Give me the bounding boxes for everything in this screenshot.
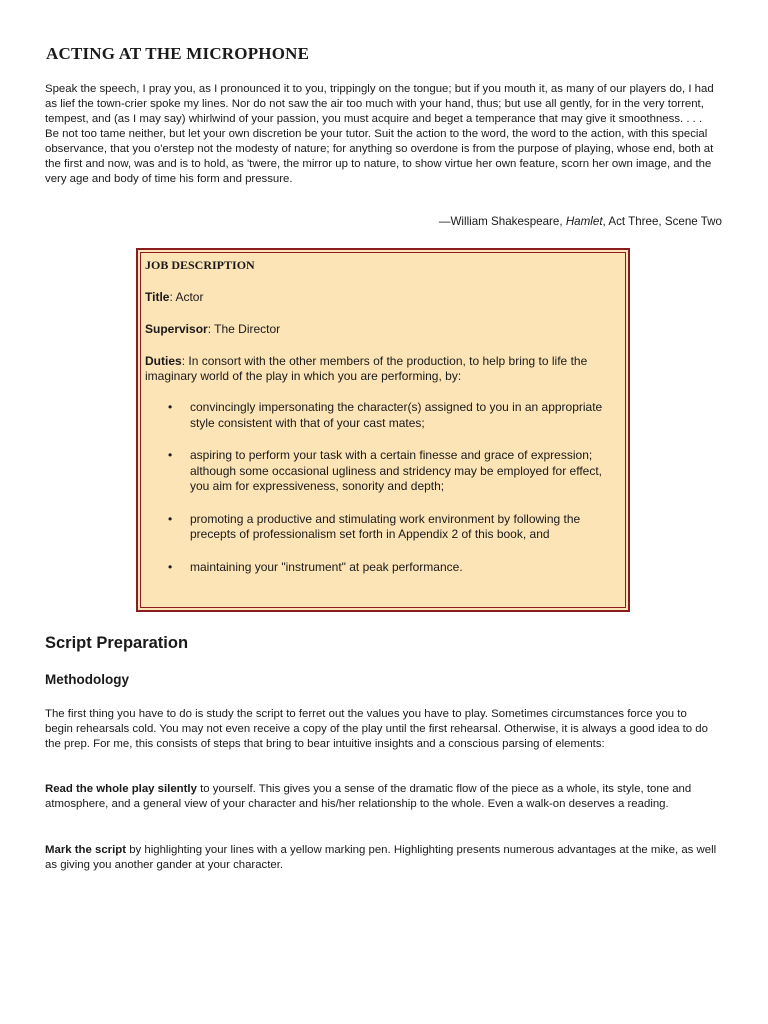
bullet-glyph: •: [168, 511, 173, 526]
job-supervisor-label: Supervisor: [145, 322, 208, 336]
duty-text: promoting a productive and stimulating work environment by following the precepts of professionalism set forth in Appendix 2 of this book, and: [190, 511, 581, 541]
paragraph-lead: Mark the script: [45, 844, 127, 856]
job-duties-value: : In consort with the other members of the production, to help bring to life the imaginary world of the play in which you are performing, by:: [145, 354, 588, 383]
bullet-glyph: •: [168, 400, 173, 414]
paragraph-text: to yourself. This gives you a sense of the dramatic flow of the piece as a whole, its style, tone and atmosphere, and a general view of your character and his/her relationship to the whole. Even a walk-on deserves a reading.: [45, 783, 692, 810]
duties-list: [145, 400, 620, 575]
section-subtitle: Methodology: [45, 672, 129, 687]
job-description-box: [136, 248, 630, 612]
job-title-line: [145, 290, 620, 305]
job-title-value: : Actor: [169, 290, 204, 304]
job-description-content: [145, 258, 620, 592]
bullet-glyph: •: [168, 448, 173, 462]
duty-text: aspiring to perform your task with a certain finesse and grace of expression; although some occasional ugliness and stridency may be employed for effect, you aim for expressiveness, sonority and depth;: [190, 448, 603, 493]
attribution-suffix: , Act Three, Scene Two: [602, 215, 722, 228]
job-supervisor-value: : The Director: [207, 322, 281, 336]
epigraph-quote: Speak the speech, I pray you, as I pronounced it to you, trippingly on the tongue; but if you mouth it, as many of our players do, I had as lief the town-crier spoke my lines. Nor do not saw the air too much with your hand, thus; but use all gently, for in the very torrent, tempest, and (as I may say) whirlwind of your passion, you must acquire and beget a temperance that may give it smoothness. . . . Be not too tame neither, but let your own discretion be your tutor. Suit the action to the word, the word to the action, with this special observance, that you o'erstep not the modesty of nature; for anything so overdone is from the purpose of playing, whose end, both at the first and now, was and is to hold, as 'twere, the mirror up to nature, to show virtue her own feature, scorn her own image, and the very age and body of time his form and pressure.: [45, 83, 714, 185]
attribution-prefix: —William Shakespeare,: [438, 215, 566, 228]
paragraph-text: by highlighting your lines with a yellow marking pen. Highlighting presents numerous advantages at the mike, as well as giving you another gander at your character.: [45, 844, 717, 871]
duty-text: convincingly impersonating the character(s) assigned to you in an appropriate style consistent with that of your cast mates;: [190, 400, 603, 430]
epigraph-attribution: [439, 215, 722, 228]
list-item: [145, 560, 620, 576]
list-item: [145, 400, 620, 431]
job-duties-label: Duties: [145, 354, 182, 368]
section-title: Script Preparation: [45, 634, 189, 652]
duty-text: maintaining your "instrument" at peak performance.: [190, 559, 463, 574]
body-paragraph-read-play: [45, 782, 717, 812]
bullet-glyph: •: [168, 559, 173, 574]
list-item: [145, 512, 620, 543]
job-title-label: Title: [145, 290, 170, 304]
list-item: [145, 448, 620, 495]
paragraph-lead: Read the whole play silently: [45, 783, 197, 795]
job-duties-line: [145, 354, 620, 384]
attribution-work: Hamlet: [565, 215, 603, 228]
chapter-title: ACTING AT THE MICROPHONE: [46, 44, 310, 63]
job-supervisor-line: [145, 322, 620, 337]
body-paragraph-mark-script: [45, 843, 717, 873]
job-description-heading: JOB DESCRIPTION: [145, 258, 255, 272]
body-paragraph-methodology: The first thing you have to do is study the script to ferret out the values you have to play. Sometimes circumstances force you to begin rehearsals cold. You may not even receive a copy of the play until the first rehearsal. Otherwise, it is always a good idea to do the prep. For me, this consists of steps that bring to bear intuitive insights and a conscious parsing of elements:: [45, 708, 708, 750]
